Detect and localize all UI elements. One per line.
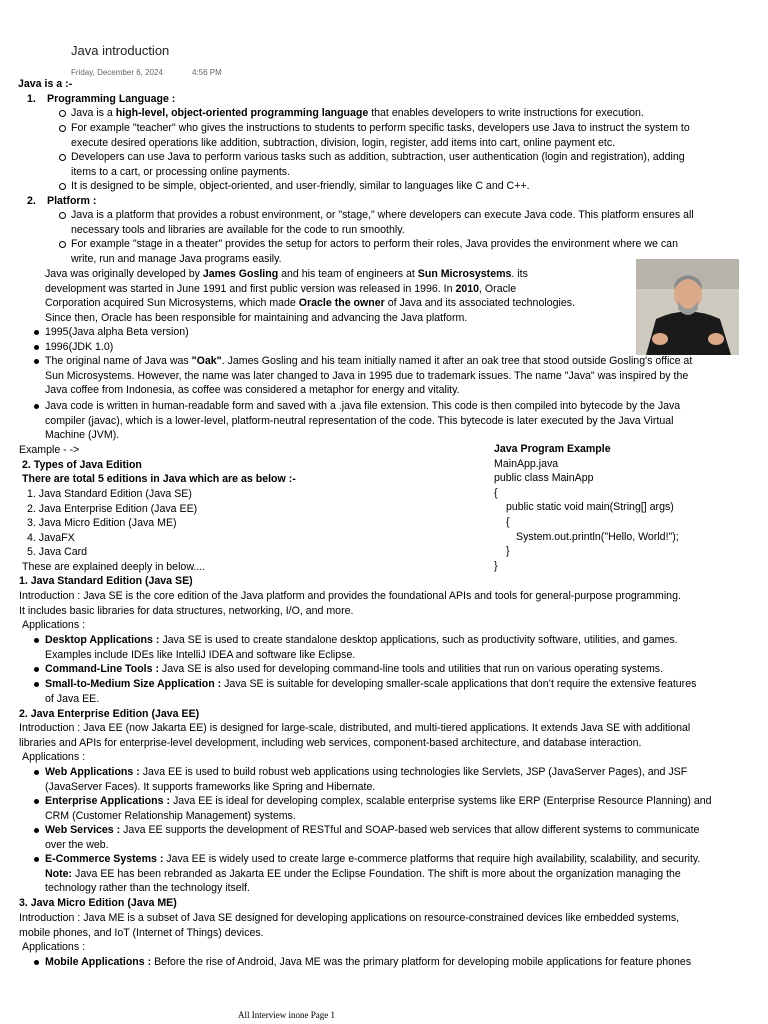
code-line: } [494,559,498,572]
editions-note: These are explained deeply in below.... [22,561,206,573]
list-item: E-Commerce Systems : Java EE is widely used to create large e-commerce platforms that require high availability, scalability, and security. Note: Java EE has been rebranded as Jakarta EE under the Eclipse Foundation. The shift is more about the organization managing the technology rather than the technology itself. [45,852,700,896]
se-apps-label: Applications : [22,619,86,631]
page-footer: All Interview inone Page 1 [238,1010,335,1020]
me-intro: Introduction : Java ME is a subset of Java SE designed for developing applications on resource-constrained devices like embedded systems, mobile phones, and IoT (Internet of Things) devices. [19,912,680,939]
se-intro: Introduction : Java SE is the core edition of the Java platform and provides the foundational APIs and tools for general-purpose programming. It includes basic libraries for data structures, networking, I/O, and more. [19,590,681,617]
list-item: Command-Line Tools : Java SE is also used for developing command-line tools and utilities that run on various operating systems. [45,662,663,677]
intro-heading: Java is a :- [18,78,73,90]
james-gosling-photo [636,259,739,355]
list-item: Mobile Applications : Before the rise of Android, Java ME was the primary platform for developing mobile applications for feature phones [45,955,691,970]
code-line: public class MainApp [494,472,594,485]
list-item: Java is a high-level, object-oriented programming language that enables developers to write instructions for execution. [71,106,644,121]
ee-apps-label: Applications : [22,751,86,763]
list-item: Web Applications : Java EE is used to build robust web applications using technologies like Servlets, JSP (JavaServer Pages), and JSF (JavaServer Faces). It supports frameworks like Spring and Hibernate. [45,765,687,794]
editions-subheading: There are total 5 editions in Java which are as below :- [22,473,296,485]
list-item: It is designed to be simple, object-oriented, and user-friendly, similar to languages like C and C++. [71,179,530,194]
list-item: 2. Java Enterprise Edition (Java EE) [27,502,198,515]
list-item: 1995(Java alpha Beta version) [45,325,189,340]
intro-item-2: 2. Platform : [27,195,97,207]
list-item: 3. Java Micro Edition (Java ME) [27,517,177,530]
code-line: System.out.println("Hello, World!"); [516,530,679,543]
se-heading: 1. Java Standard Edition (Java SE) [19,575,193,587]
code-line: MainApp.java [494,457,559,470]
code-block [494,442,679,573]
code-line: } [506,545,510,558]
code-heading: Java Program Example [494,443,611,455]
list-item: Java is a platform that provides a robust environment, or "stage," where developers can execute Java code. This platform ensures all necessary tools and libraries are available for the code to run smoothly. [71,208,694,237]
editions-list [27,487,197,560]
me-apps-label: Applications : [22,941,86,953]
list-item: 5. Java Card [27,546,88,559]
page-date: Friday, December 6, 2024 [71,68,163,77]
ee-heading: 2. Java Enterprise Edition (Java EE) [19,708,200,720]
list-item: 4. JavaFX [27,531,75,544]
code-line: { [506,515,510,528]
code-line: public static void main(String[] args) [506,501,674,514]
list-item: For example "teacher" who gives the instructions to students to perform specific tasks, developers use Java to instruct the system to execute desired operations like addition, subtraction, division, login, register, add items into cart, online payment etc. [71,121,690,150]
intro-item-1: 1. Programming Language : [27,93,176,105]
list-item: 1996(JDK 1.0) [45,340,113,355]
list-item: Enterprise Applications : Java EE is ideal for developing complex, scalable enterprise systems like ERP (Enterprise Resource Planning) and CRM (Customer Relationship Management) systems. [45,794,712,823]
list-item: The original name of Java was "Oak". James Gosling and his team initially named it after an oak tree that stood outside Gosling's office at Sun Microsystems. However, the name was later changed to Java in 1995 due to trademark issues. The name "Java" was inspired by the Java coffee from Indonesia, as coffee was considered a metaphor for energy and vitality. [45,354,692,398]
example-label: Example - -> [19,444,80,456]
list-item: Developers can use Java to perform various tasks such as addition, subtraction, user authentication (login and registration), adding items to a cart, or processing online payments. [71,150,685,179]
history-paragraph: Java was originally developed by James Gosling and his team of engineers at Sun Microsystems. its development was started in June 1991 and first public version was released in 1996. In 2010, Oracle Corporation acquired Sun Microsystems, which made Oracle the owner of Java and its associated technologies. Since then, Oracle has been responsible for maintaining and advancing the Java platform. [45,268,575,324]
page-time: 4:56 PM [192,68,222,77]
list-item: For example "stage in a theater" provides the setup for actors to perform their roles, Java provides the environment where we can write, run and manage Java programs easily. [71,237,678,266]
editions-heading: 2. Types of Java Edition [22,459,142,471]
ee-intro: Introduction : Java EE (now Jakarta EE) is designed for large-scale, distributed, and multi-tiered applications. It extends Java SE with additional libraries and APIs for enterprise-level development, including web services, component-based architecture, and database interaction. [19,722,691,749]
code-line: { [494,486,498,499]
list-item: Small-to-Medium Size Application : Java SE is suitable for developing smaller-scale applications that don’t require the extensive features of Java EE. [45,677,696,706]
me-heading: 3. Java Micro Edition (Java ME) [19,897,177,909]
list-item: Desktop Applications : Java SE is used to create standalone desktop applications, such as productivity software, utilities, and games. Examples include IDEs like IntelliJ IDEA and software like Eclipse. [45,633,678,662]
page-title: Java introduction [71,43,170,58]
list-item: 1. Java Standard Edition (Java SE) [27,488,192,500]
list-item: Web Services : Java EE supports the development of RESTful and SOAP-based web services that allow different systems to communicate over the web. [45,823,699,852]
list-item: Java code is written in human-readable form and saved with a .java file extension. This code is then compiled into bytecode by the Java compiler (javac), which is a lower-level, platform-neutral representation of the code. This bytecode is later executed by the Java Virtual Machine (JVM). [45,399,680,443]
